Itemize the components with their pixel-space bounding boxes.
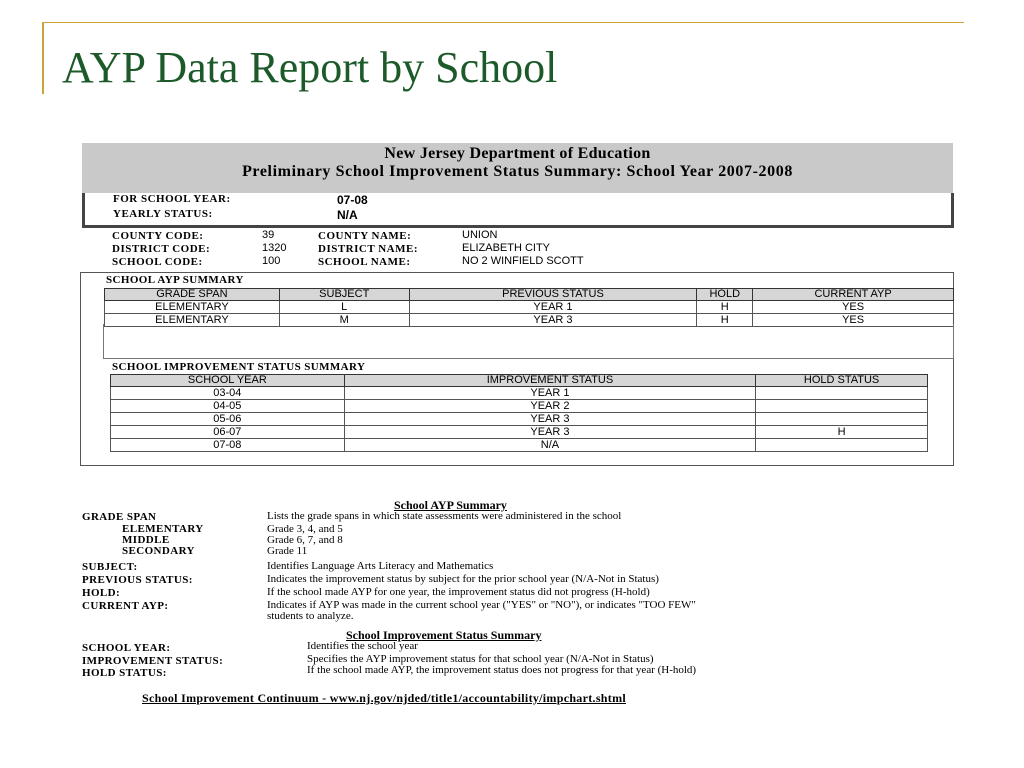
improvement-cell-school-year: 04-05 [111, 400, 345, 413]
legend-elementary-label: ELEMENTARY [122, 523, 204, 535]
legend-school-year-desc: Identifies the school year [307, 640, 418, 652]
ayp-cell-hold: H [697, 301, 753, 314]
ayp-cell-previous-status: YEAR 3 [409, 314, 697, 327]
ayp-cell-current-ayp: YES [753, 301, 954, 314]
ayp-cell-subject: L [279, 301, 409, 314]
district-name-value: ELIZABETH CITY [462, 242, 551, 254]
district-code-value: 1320 [262, 242, 287, 254]
improvement-cell-status: YEAR 2 [344, 400, 755, 413]
table-row [111, 426, 928, 439]
report-header-agency: New Jersey Department of Education [384, 145, 651, 162]
yearly-status-label: YEARLY STATUS: [113, 208, 213, 220]
ayp-cell-previous-status: YEAR 1 [409, 301, 697, 314]
legend-hold-status-desc: If the school made AYP, the improvement status does not progress for that year (H-hold) [307, 664, 697, 676]
report-header-subtitle: Preliminary School Improvement Status Summary: School Year 2007-2008 [242, 163, 793, 180]
improvement-header-improvement-status: IMPROVEMENT STATUS [344, 375, 755, 387]
improvement-cell-hold: H [756, 426, 928, 439]
legend-middle-desc: Grade 6, 7, and 8 [267, 534, 343, 546]
improvement-header-school-year: SCHOOL YEAR [111, 375, 345, 387]
improvement-cell-hold [756, 400, 928, 413]
slide-title: AYP Data Report by School [62, 43, 558, 92]
ayp-cell-hold: H [697, 314, 753, 327]
ayp-header-previous-status: PREVIOUS STATUS [409, 289, 697, 301]
legend-current-ayp-desc: Indicates if AYP was made in the current school year ("YES" or "NO"), or indicates "TOO FEW" [267, 599, 696, 611]
table-row [105, 301, 954, 314]
legend-hold-label: HOLD: [82, 587, 121, 599]
legend-previous-status-desc: Indicates the improvement status by subject for the prior school year (N/A-Not in Status) [267, 573, 659, 585]
legend-subject-desc: Identifies Language Arts Literacy and Mathematics [267, 560, 494, 572]
improvement-cell-status: YEAR 3 [344, 426, 755, 439]
table-row [111, 413, 928, 426]
legend-improvement-status-desc: Specifies the AYP improvement status for that school year (N/A-Not in Status) [307, 653, 654, 665]
for-school-year-label: FOR SCHOOL YEAR: [113, 193, 231, 205]
improvement-cell-status: N/A [344, 439, 755, 452]
table-row [111, 400, 928, 413]
legend-current-ayp-label: CURRENT AYP: [82, 600, 169, 612]
legend-previous-status-label: PREVIOUS STATUS: [82, 574, 193, 586]
school-code-value: 100 [262, 255, 281, 267]
county-name-label: COUNTY NAME: [318, 230, 412, 242]
county-code-label: COUNTY CODE: [112, 230, 204, 242]
ayp-header-row [105, 289, 954, 301]
district-name-label: DISTRICT NAME: [318, 243, 419, 255]
ayp-header-current-ayp: CURRENT AYP [753, 289, 954, 301]
improvement-summary-title: SCHOOL IMPROVEMENT STATUS SUMMARY [112, 361, 366, 373]
table-row [111, 439, 928, 452]
legend-hold-status-label: HOLD STATUS: [82, 667, 167, 679]
ayp-header-hold: HOLD [697, 289, 753, 301]
legend-school-year-label: SCHOOL YEAR: [82, 642, 171, 654]
legend-secondary-desc: Grade 11 [267, 545, 308, 557]
legend-ayp-title: School AYP Summary [394, 498, 507, 512]
improvement-cell-hold [756, 387, 928, 400]
improvement-cell-school-year: 03-04 [111, 387, 345, 400]
ayp-cell-subject: M [279, 314, 409, 327]
improvement-summary-table [110, 374, 928, 452]
ayp-summary-title: SCHOOL AYP SUMMARY [106, 274, 244, 286]
ayp-header-subject: SUBJECT [279, 289, 409, 301]
legend-secondary-label: SECONDARY [122, 545, 195, 557]
improvement-cell-status: YEAR 1 [344, 387, 755, 400]
yearly-status-box [82, 193, 954, 228]
legend-elementary-desc: Grade 3, 4, and 5 [267, 523, 343, 535]
legend-middle-label: MIDDLE [122, 534, 170, 546]
improvement-cell-school-year: 05-06 [111, 413, 345, 426]
legend-improvement-title: School Improvement Status Summary [346, 628, 542, 642]
school-name-label: SCHOOL NAME: [318, 256, 411, 268]
ayp-summary-table [104, 288, 954, 327]
improvement-cell-status: YEAR 3 [344, 413, 755, 426]
legend-subject-label: SUBJECT: [82, 561, 138, 573]
yearly-status-value: N/A [337, 208, 358, 222]
ayp-cell-grade-span: ELEMENTARY [105, 301, 280, 314]
ayp-summary-blank-area [103, 324, 954, 359]
table-row [111, 387, 928, 400]
title-rule-vertical [42, 22, 44, 94]
improvement-cell-school-year: 07-08 [111, 439, 345, 452]
report-header [82, 143, 953, 193]
legend-hold-desc: If the school made AYP for one year, the improvement status did not progress (H-hold) [267, 586, 650, 598]
legend-improvement-status-label: IMPROVEMENT STATUS: [82, 655, 224, 667]
improvement-cell-hold [756, 439, 928, 452]
county-name-value: UNION [462, 229, 498, 241]
school-name-value: NO 2 WINFIELD SCOTT [462, 255, 584, 267]
school-code-label: SCHOOL CODE: [112, 256, 203, 268]
improvement-cell-school-year: 06-07 [111, 426, 345, 439]
ayp-cell-grade-span: ELEMENTARY [105, 314, 280, 327]
continuum-link[interactable]: School Improvement Continuum - www.nj.gov/njded/title1/accountability/impchart.shtml [142, 691, 626, 705]
county-code-value: 39 [262, 229, 275, 241]
title-rule-horizontal [42, 22, 964, 23]
legend-grade-span-desc: Lists the grade spans in which state assessments were administered in the school [267, 510, 622, 522]
district-code-label: DISTRICT CODE: [112, 243, 211, 255]
for-school-year-value: 07-08 [337, 193, 368, 207]
improvement-cell-hold [756, 413, 928, 426]
improvement-header-hold-status: HOLD STATUS [756, 375, 928, 387]
improvement-header-row [111, 375, 928, 387]
ayp-header-grade-span: GRADE SPAN [105, 289, 280, 301]
legend-current-ayp-desc-cont: students to analyze. [267, 610, 354, 622]
legend-grade-span-label: GRADE SPAN [82, 511, 157, 523]
ayp-cell-current-ayp: YES [753, 314, 954, 327]
